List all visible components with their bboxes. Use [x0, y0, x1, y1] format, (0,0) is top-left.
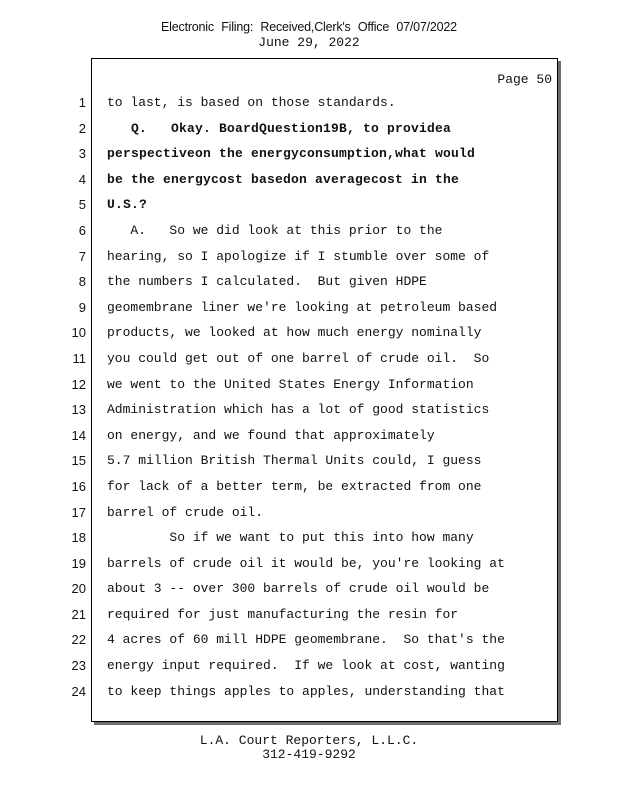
line-number: 8 [78, 274, 86, 290]
transcript-line: about 3 -- over 300 barrels of crude oil would be [107, 581, 490, 597]
line-number: 12 [71, 376, 86, 392]
transcript-line: products, we looked at how much energy nominally [107, 325, 482, 341]
line-number: 20 [71, 581, 86, 597]
page-number: Page 50 [497, 72, 552, 87]
transcript-line: hearing, so I apologize if I stumble over some of [107, 248, 490, 264]
line-number: 7 [78, 248, 86, 264]
transcript-line: the numbers I calculated. But given HDPE [107, 274, 427, 290]
line-number: 18 [71, 530, 86, 546]
transcript-line: for lack of a better term, be extracted from one [107, 478, 482, 494]
line-number: 11 [72, 350, 86, 366]
transcript-text [107, 95, 552, 709]
line-number: 4 [78, 171, 86, 187]
line-number: 2 [78, 120, 86, 136]
transcript-line: barrel of crude oil. [107, 504, 264, 520]
line-number: 22 [71, 632, 86, 648]
transcript-line: perspectiveon the energyconsumption,what would [107, 146, 476, 162]
line-number: 14 [71, 427, 86, 443]
line-number: 21 [71, 606, 86, 622]
transcript-line: So if we want to put this into how many [107, 530, 474, 546]
line-number: 19 [71, 555, 86, 571]
transcript-line: Q. Okay. BoardQuestion19B, to providea [107, 120, 452, 136]
transcript-line: barrels of crude oil it would be, you're looking at [107, 555, 505, 571]
transcript-line: on energy, and we found that approximately [107, 427, 435, 443]
reporter-footer [0, 734, 618, 762]
transcript-line: we went to the United States Energy Information [107, 376, 474, 392]
transcript-line: to keep things apples to apples, understanding that [107, 683, 505, 699]
line-number: 13 [71, 402, 86, 418]
line-number: 16 [71, 478, 86, 494]
transcript-line: 4 acres of 60 mill HDPE geomembrane. So that's the [107, 632, 505, 648]
line-number: 3 [78, 146, 86, 162]
transcript-line: U.S.? [107, 197, 148, 213]
transcript-line: to last, is based on those standards. [107, 95, 396, 110]
line-number-column [40, 95, 86, 709]
line-number: 23 [71, 658, 86, 674]
transcript-line: required for just manufacturing the resin for [107, 606, 459, 622]
transcript-line: Administration which has a lot of good statistics [107, 402, 490, 418]
transcript-line: energy input required. If we look at cost, wanting [107, 658, 505, 674]
reporter-phone: 312-419-9292 [262, 747, 356, 762]
header-date: June 29, 2022 [258, 35, 360, 50]
line-number: 10 [71, 325, 86, 341]
line-number: 17 [71, 504, 86, 520]
line-number: 9 [78, 299, 86, 315]
line-number: 15 [71, 453, 86, 469]
filing-stamp: Electronic Filing: Received,Clerk's Office 07/07/2022 [161, 20, 457, 34]
transcript-line: geomembrane liner we're looking at petroleum based [107, 299, 498, 315]
line-number: 5 [78, 197, 86, 213]
transcript-line: A. So we did look at this prior to the [107, 222, 443, 238]
transcript-line: be the energycost basedon averagecost in the [107, 171, 460, 187]
line-number: 6 [78, 222, 86, 238]
transcript-line: you could get out of one barrel of crude oil. So [107, 350, 490, 366]
reporter-company: L.A. Court Reporters, L.L.C. [199, 733, 419, 748]
transcript-line: 5.7 million British Thermal Units could, I guess [107, 453, 482, 469]
line-number: 1 [78, 95, 86, 110]
line-number: 24 [71, 683, 86, 699]
